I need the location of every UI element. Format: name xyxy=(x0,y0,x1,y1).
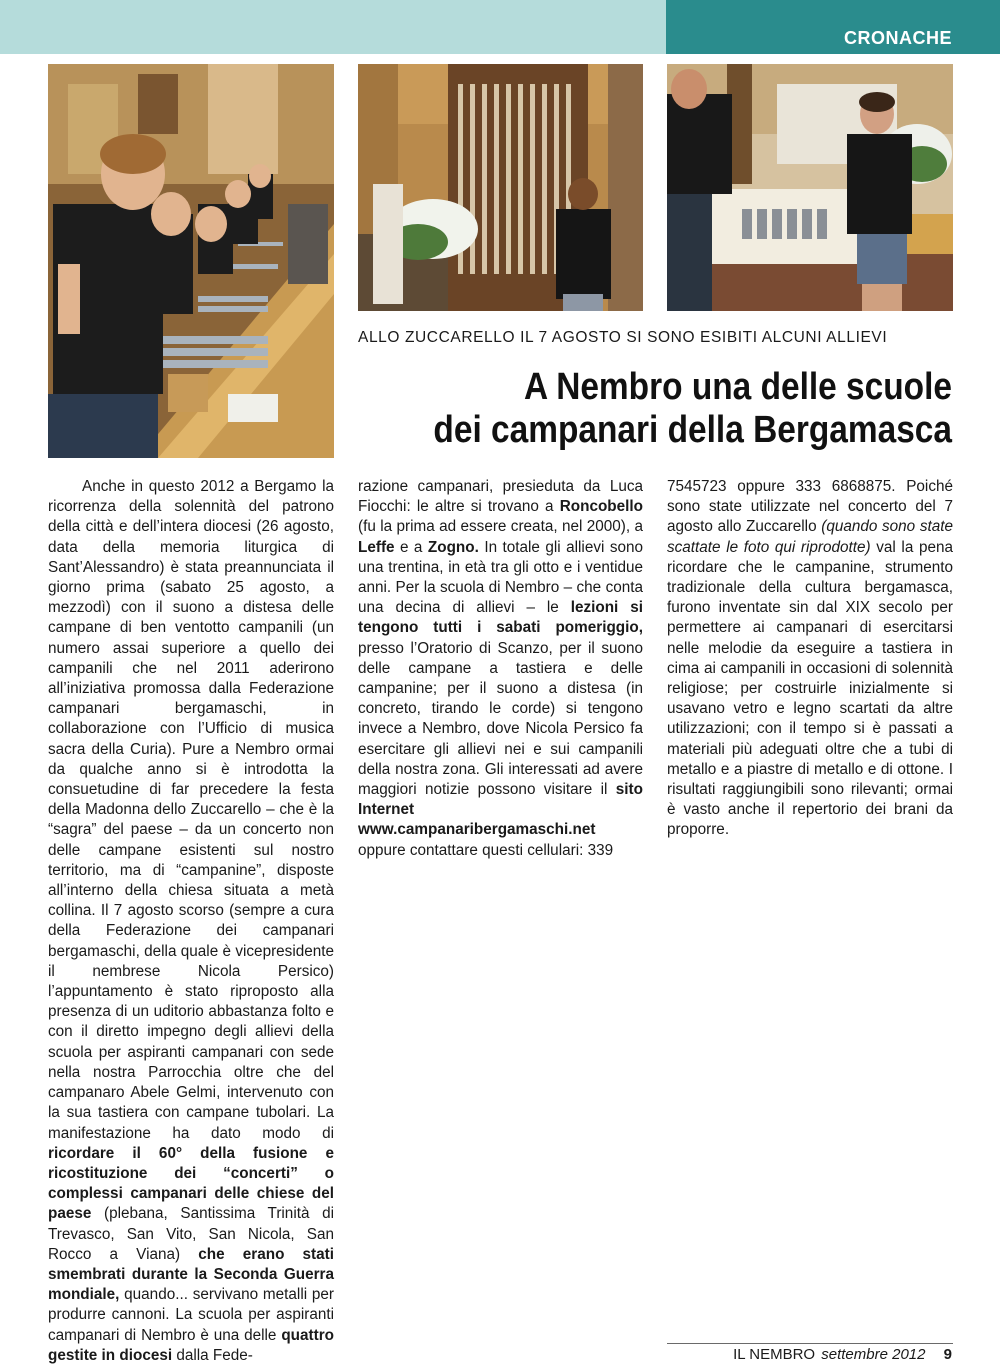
bold-run: Roncobello xyxy=(559,498,643,516)
text-run: razione campanari, presieduta da Luca Fiocchi: le altre si trovano a xyxy=(358,478,643,516)
text-run: val la pena ricordare che le campanine, strumento tradizionale della cultura bergamasca, furono inventate sin dal XIX secolo per permettere ai campanari di esercitarsi nelle melodie da eseguire a tastiera in cima ai campanili in occasioni di solennità religiose; per costruirle inizialmente si usavano vetro e legno scartati da altre utilizzazioni; con il tempo si è passati a materiali più adeguati oltre che a tubi di metallo e a piastre di metallo e di ottone. I risultati raggiungibili sono rilevanti; ormai è vasto anche il repertorio dei brani da proporre. xyxy=(667,538,953,839)
article-headline xyxy=(429,366,952,452)
header-band-light xyxy=(0,0,666,54)
headline-line-2: dei campanari della Bergamasca xyxy=(433,409,952,451)
article-kicker: ALLO ZUCCARELLO IL 7 AGOSTO SI SONO ESIBITI ALCUNI ALLIEVI xyxy=(358,329,888,346)
photo-boy-at-bell-keyboard xyxy=(358,64,643,311)
text-run: presso l’Oratorio di Scanzo, per il suono delle campane a tastiera e delle campanine; per il suono a distesa (in concreto, tirando le corde) si tengono invece a Nembro, dove Nicola Persico fa esercitare gli allievi nei e sui campanili della nostra zona. Gli interessati ad avere maggiori notizie possono visitare il xyxy=(358,639,643,799)
section-label: CRONACHE xyxy=(843,28,952,48)
page-number: 9 xyxy=(943,1346,952,1363)
text-run: 7545723 oppure 333 6868875. Poiché sono state utilizzate nel concerto del 7 agosto allo Zuccarello xyxy=(667,478,953,536)
text-run: Anche in questo 2012 a Bergamo la ricorrenza della solennità del patrono della città e dell’intera diocesi (26 agosto, data della memoria liturgica di Sant’Alessandro) è stata preannunciata il giorno prima (sabato 25 agosto, a mezzodì) con il suono a distesa delle campane di ben ventotto campanili (un numero assai superiore a quello dei campanili che nel 2011 aderirono all’iniziativa promossa dalla Federazione campanari bergamaschi, in collaborazione con l’Ufficio di musica sacra della Curia). Pure a Nembro ormai da qualche anno si è introdotta la consuetudine di far precedere la festa della Madonna dello Zuccarello – che è la “sagra” del paese – da un concerto non delle campane esistenti sul nostro territorio, ma di “campanine”, disposte all’interno della chiesa situata a metà collina. Il 7 agosto scorso (sempre a cura della Federazione dei campanari bergamaschi, della quale è vicepresidente il nembrese Nicola Persico) l’appuntamento è stato riproposto alla presenza di un uditorio abbastanza folto e con il diretto impegno degli allievi della scuola per aspiranti campanari con sede nella nostra Parrocchia oltre che del campanaro Abele Gelmi, intervenuto con la sua tastiera con campane tubolari. La manifestazione ha dato modo di xyxy=(48,478,334,1142)
photo-children-playing-campanine xyxy=(48,64,334,458)
article-column-3 xyxy=(667,477,953,841)
article-column-2 xyxy=(358,477,643,861)
photo-boy-and-man-with-keyboard xyxy=(667,64,953,311)
text-run: quando... servivano metalli per produrre cannoni. La scuola per aspiranti campanari di Nembro è una delle xyxy=(48,1286,334,1344)
bold-run: Zogno. xyxy=(427,538,479,556)
column-3-paragraph xyxy=(667,477,953,841)
bold-run: Leffe xyxy=(358,538,395,556)
footer-divider xyxy=(667,1343,953,1344)
text-run: (plebana, Santissima Trinità di Trevasco, San Vito, San Nicola, San Rocco a Viana) xyxy=(48,1205,334,1263)
headline-line-1: A Nembro una delle scuole xyxy=(523,366,952,408)
footer-issue: settembre 2012 xyxy=(821,1346,926,1363)
bold-run: lezioni si tengono tutti i sabati pomeriggio, xyxy=(358,599,643,637)
column-2-paragraph xyxy=(358,477,643,861)
text-run: oppure contattare questi cellulari: 339 xyxy=(358,841,614,859)
page-footer xyxy=(733,1346,952,1363)
italic-run: (quando sono state scattate le foto qui riprodotte) xyxy=(667,518,953,556)
bold-run: ricordare il 60° della fusione e ricostituzione dei “concerti” o complessi campanari delle chiese del paese xyxy=(48,1144,334,1223)
website-link[interactable]: sito Internet www.campanaribergamaschi.net xyxy=(358,781,643,839)
text-run: e a xyxy=(394,538,428,556)
article-column-1 xyxy=(48,477,335,1364)
text-run: In totale gli allievi sono una trentina, in età tra gli otto e i ventidue anni. Per la scuola di Nembro – che conta una decina di allievi – le xyxy=(358,538,643,617)
column-1-paragraph xyxy=(48,477,334,1366)
text-run: (fu la prima ad essere creata, nel 2000), a xyxy=(358,518,643,536)
bold-run: che erano stati smembrati durante la Seconda Guerra mondiale, xyxy=(48,1245,335,1304)
text-run: dalla Fede- xyxy=(172,1346,253,1364)
footer-magazine: IL NEMBRO xyxy=(733,1346,816,1363)
bold-run: quattro gestite in diocesi xyxy=(48,1326,334,1364)
